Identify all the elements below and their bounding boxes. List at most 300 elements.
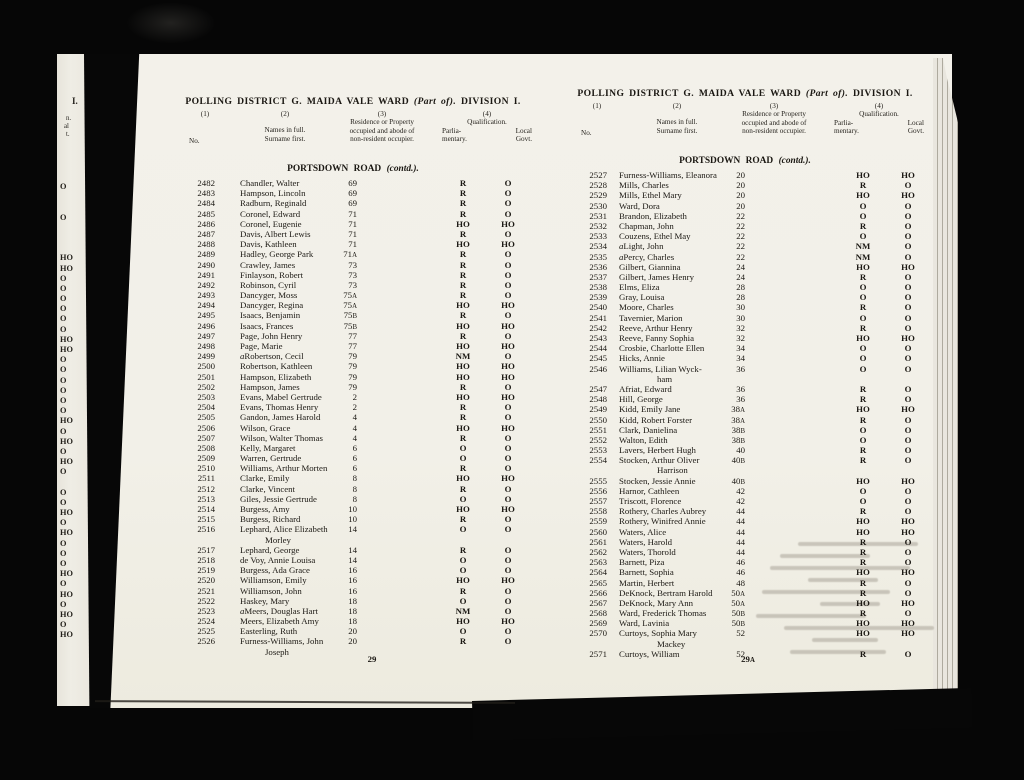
voter-name: Burgess, Amy xyxy=(240,504,290,514)
local-govt-qualification: O xyxy=(504,228,512,239)
local-govt-qualification: O xyxy=(504,442,512,453)
entry-number: 2523 xyxy=(197,605,215,616)
cutoff-qualification-mark: O xyxy=(60,538,67,548)
local-govt-qualification: HO xyxy=(501,473,515,484)
entry-number: 2527 xyxy=(589,170,607,180)
voter-row xyxy=(167,229,539,239)
cutoff-qualification-mark: O xyxy=(60,294,67,304)
house-number: 6 xyxy=(352,463,357,474)
entry-number: 2509 xyxy=(197,453,215,464)
spacer xyxy=(891,374,925,384)
house-number: 6 xyxy=(352,442,357,453)
local-govt-qualification: O xyxy=(504,626,512,637)
parliamentary-qualification: R xyxy=(459,636,467,647)
voter-name: Lavers, Herbert Hugh xyxy=(619,445,696,456)
entry-number: 2560 xyxy=(589,526,607,537)
house-number: 14 xyxy=(348,544,357,555)
house-number: 6 xyxy=(352,453,357,464)
local-govt-qualification: HO xyxy=(901,333,915,343)
local-govt-qualification: O xyxy=(904,577,912,588)
local-govt-qualification: O xyxy=(904,312,912,323)
local-govt-qualification: O xyxy=(504,208,512,219)
house-number: 36 xyxy=(736,383,745,394)
column-header-no: (1) No. xyxy=(189,110,210,146)
cutoff-qualification-mark: O xyxy=(60,283,67,293)
spacer xyxy=(745,292,835,302)
entry-number: 2563 xyxy=(589,557,607,568)
spacer xyxy=(435,535,491,545)
voter-name: Furness-Williams, John xyxy=(240,636,324,647)
voter-row xyxy=(559,598,931,608)
parliamentary-qualification: HO xyxy=(456,320,470,331)
voter-name: Reeve, Arthur Henry xyxy=(619,322,693,333)
voter-name: Easterling, Ruth xyxy=(240,626,298,637)
voter-name: Triscott, Florence xyxy=(619,496,682,506)
house-number: 2 xyxy=(352,402,357,413)
voter-name: Couzens, Ethel May xyxy=(619,231,691,242)
local-govt-qualification: HO xyxy=(901,190,915,201)
parliamentary-qualification: HO xyxy=(456,361,470,372)
voter-name: Curtoys, Sophia Mary xyxy=(619,628,697,639)
house-number: 46 xyxy=(736,557,745,568)
house-number: 2 xyxy=(352,391,357,402)
local-govt-qualification: HO xyxy=(501,371,515,382)
voter-row xyxy=(167,494,539,504)
voter-name: Evans, Mabel Gertrude xyxy=(240,391,322,402)
spacer xyxy=(357,596,435,606)
spacer xyxy=(745,465,835,475)
parliamentary-qualification: HO xyxy=(456,371,470,382)
spacer xyxy=(745,394,835,404)
local-govt-qualification: O xyxy=(904,496,912,506)
parliamentary-qualification: HO xyxy=(856,475,870,486)
spacer xyxy=(357,565,435,575)
entry-number: 2551 xyxy=(589,424,607,435)
cutoff-qualification-mark: HO xyxy=(60,416,73,426)
right-page xyxy=(559,88,931,659)
entry-number: 2504 xyxy=(197,402,215,413)
voter-name: Burgess, Richard xyxy=(240,514,301,525)
column-header-residence: (3) Residence or Property occupied and abode of non-resident occupier. xyxy=(349,110,415,144)
voter-row xyxy=(167,453,539,463)
voter-name: Haskey, Mary xyxy=(240,595,290,606)
spacer xyxy=(745,221,835,231)
voter-name: Waters, Thorold xyxy=(619,546,676,557)
parliamentary-qualification: R xyxy=(859,587,867,598)
cutoff-qualification-mark: HO xyxy=(60,630,73,640)
local-govt-qualification: O xyxy=(504,585,512,596)
spacer xyxy=(491,647,525,657)
voter-row xyxy=(559,557,931,567)
spacer xyxy=(435,647,491,657)
parliamentary-qualification: O xyxy=(459,626,467,637)
entry-number: 2565 xyxy=(589,577,607,588)
voter-name: Brandon, Elizabeth xyxy=(619,210,687,221)
entry-number: 2561 xyxy=(589,536,607,547)
voter-row xyxy=(167,310,539,320)
house-number: 71 xyxy=(348,239,357,250)
cutoff-qualification-mark: O xyxy=(60,395,67,405)
local-govt-qualification: O xyxy=(504,178,512,188)
voter-row xyxy=(167,249,539,259)
voter-name: Williamson, Emily xyxy=(240,575,307,586)
spacer xyxy=(357,545,435,555)
house-number: 46 xyxy=(736,567,745,578)
entry-number: 2485 xyxy=(197,208,215,219)
voter-name: Harnor, Cathleen xyxy=(619,485,680,496)
voter-row xyxy=(559,323,931,333)
page-title xyxy=(559,88,931,99)
parliamentary-qualification: HO xyxy=(856,597,870,608)
entry-number: 2505 xyxy=(197,412,215,423)
spacer xyxy=(745,190,835,200)
local-govt-qualification: HO xyxy=(501,300,515,311)
house-number: 38B xyxy=(731,434,745,445)
voter-row xyxy=(167,514,539,524)
house-number: 50A xyxy=(731,587,745,598)
spacer xyxy=(745,170,835,180)
voter-name: Gilbert, Giannina xyxy=(619,261,681,272)
entry-number: 2538 xyxy=(589,282,607,293)
local-govt-qualification: O xyxy=(904,648,912,659)
local-govt-qualification: O xyxy=(504,279,512,290)
spacer xyxy=(891,465,925,475)
voter-name: Meers, Elizabeth Amy xyxy=(240,616,319,627)
parliamentary-qualification: R xyxy=(859,577,867,588)
spacer xyxy=(745,537,835,547)
entry-number: 2543 xyxy=(589,333,607,343)
voter-row xyxy=(559,455,931,465)
entry-number: 2546 xyxy=(589,363,607,374)
entry-number xyxy=(559,465,607,475)
house-number: 22 xyxy=(736,231,745,242)
house-number: 38A xyxy=(731,414,745,425)
entry-number: 2569 xyxy=(589,618,607,629)
house-number: 50A xyxy=(731,597,745,608)
local-govt-qualification: O xyxy=(904,445,912,456)
local-govt-qualification: HO xyxy=(501,616,515,627)
local-govt-qualification: O xyxy=(504,514,512,525)
entry-number: 2536 xyxy=(589,261,607,272)
voter-name: aLight, John xyxy=(619,241,664,252)
house-number: 14 xyxy=(348,524,357,535)
parliamentary-qualification: R xyxy=(459,290,467,301)
voter-row xyxy=(559,527,931,537)
spacer xyxy=(745,231,835,241)
house-number: 42 xyxy=(736,485,745,496)
parliamentary-qualification: HO xyxy=(856,618,870,629)
entry-number: 2544 xyxy=(589,343,607,354)
house-number: 18 xyxy=(348,616,357,627)
local-govt-qualification: O xyxy=(504,432,512,443)
spacer xyxy=(891,639,925,649)
voter-row xyxy=(559,578,931,588)
parliamentary-qualification: HO xyxy=(456,239,470,250)
entry-number: 2493 xyxy=(197,290,215,301)
entry-number: 2507 xyxy=(197,432,215,443)
voter-name: Coronel, Eugenie xyxy=(240,218,302,229)
spacer xyxy=(745,578,835,588)
parliamentary-qualification: HO xyxy=(456,391,470,402)
entry-number: 2500 xyxy=(197,361,215,372)
parliamentary-qualification: R xyxy=(859,506,867,517)
voter-name: Page, John Henry xyxy=(240,330,303,341)
entry-number: 2559 xyxy=(589,516,607,527)
voter-row xyxy=(559,404,931,414)
parliamentary-qualification: O xyxy=(459,453,467,464)
spacer xyxy=(357,514,435,524)
voter-row xyxy=(167,361,539,371)
voter-row xyxy=(167,545,539,555)
voter-row xyxy=(167,260,539,270)
house-number: 36 xyxy=(736,394,745,405)
house-number: 52 xyxy=(736,628,745,639)
entry-number: 2510 xyxy=(197,463,215,474)
voter-name: Evans, Thomas Henry xyxy=(240,402,319,413)
local-govt-qualification: O xyxy=(904,455,912,466)
local-govt-qualification: HO xyxy=(901,567,915,578)
spacer xyxy=(745,313,835,323)
spacer xyxy=(745,384,835,394)
entry-number: 2547 xyxy=(589,383,607,394)
cutoff-text-fragment: I. xyxy=(72,96,78,106)
entry-number: 2552 xyxy=(589,434,607,445)
voter-row xyxy=(167,372,539,382)
house-number: 75A xyxy=(343,290,357,301)
local-govt-qualification: O xyxy=(904,231,912,242)
voter-name: Gray, Louisa xyxy=(619,292,665,303)
voter-name: Page, Marie xyxy=(240,341,283,351)
entry-number: 2503 xyxy=(197,391,215,402)
cutoff-qualification-mark: HO xyxy=(60,436,73,446)
house-number: 44 xyxy=(736,506,745,517)
voter-name: Isaacs, Benjamin xyxy=(240,310,301,321)
parliamentary-qualification: R xyxy=(459,514,467,525)
house-number: 44 xyxy=(736,536,745,547)
spacer xyxy=(835,639,891,649)
local-govt-qualification: HO xyxy=(901,516,915,527)
entry-number: 2483 xyxy=(197,188,215,199)
local-govt-qualification: HO xyxy=(901,618,915,629)
voter-name: Robertson, Kathleen xyxy=(240,361,313,372)
entry-number: 2482 xyxy=(197,178,215,188)
voter-name-continued: Mackey xyxy=(657,638,686,649)
voter-name: Crosbie, Charlotte Ellen xyxy=(619,343,705,354)
local-govt-qualification: O xyxy=(904,394,912,405)
local-govt-qualification: O xyxy=(504,554,512,565)
house-number: 48 xyxy=(736,577,745,588)
voter-name-continued: Harrison xyxy=(657,465,688,476)
spacer xyxy=(357,260,435,270)
voter-row xyxy=(559,333,931,343)
voter-row xyxy=(167,606,539,616)
house-number: 24 xyxy=(736,261,745,272)
voter-row-continuation xyxy=(559,639,931,649)
title-ward: MAIDA VALE WARD xyxy=(698,88,802,99)
spacer xyxy=(357,626,435,636)
voter-name: Coronel, Edward xyxy=(240,208,301,219)
voter-name: Dancyger, Regina xyxy=(240,300,304,311)
parliamentary-qualification: HO xyxy=(456,616,470,627)
entry-number: 2521 xyxy=(197,585,215,596)
entry-number: 2537 xyxy=(589,271,607,282)
cutoff-qualification-mark: HO xyxy=(60,334,73,344)
spacer xyxy=(745,323,835,333)
voter-row-continuation xyxy=(559,465,931,475)
house-number: 77 xyxy=(348,330,357,341)
entry-number: 2556 xyxy=(589,485,607,496)
parliamentary-qualification: HO xyxy=(856,516,870,527)
local-govt-qualification: O xyxy=(904,363,912,374)
house-number: 22 xyxy=(736,220,745,231)
column-header-qualification: (4) Qualification. Parlia- Local mentary. Govt. xyxy=(442,110,532,144)
parliamentary-qualification: O xyxy=(459,554,467,565)
cutoff-qualification-mark: HO xyxy=(60,345,73,354)
parliamentary-qualification: HO xyxy=(456,575,470,586)
entry-number: 2496 xyxy=(197,320,215,331)
parliamentary-qualification: R xyxy=(459,228,467,239)
parliamentary-qualification: NM xyxy=(455,605,471,616)
cutoff-qualification-column xyxy=(60,182,90,640)
local-govt-qualification: O xyxy=(904,282,912,293)
entry-number: 2548 xyxy=(589,394,607,405)
spacer xyxy=(357,198,435,208)
spacer xyxy=(745,364,835,374)
spacer xyxy=(357,188,435,198)
spacer xyxy=(357,239,435,249)
parliamentary-qualification: HO xyxy=(856,526,870,537)
voter-row xyxy=(167,351,539,361)
parliamentary-qualification: NM xyxy=(855,241,871,252)
spacer xyxy=(745,241,835,251)
voter-row xyxy=(167,188,539,198)
voter-name: Ward, Lavinia xyxy=(619,618,670,629)
house-number: 4 xyxy=(352,422,357,433)
house-number: 10 xyxy=(348,504,357,514)
local-govt-qualification: O xyxy=(504,310,512,321)
cutoff-qualification-mark: HO xyxy=(60,609,73,619)
voter-row xyxy=(167,290,539,300)
entry-number: 2528 xyxy=(589,180,607,191)
parliamentary-qualification: O xyxy=(859,200,867,211)
parliamentary-qualification: R xyxy=(859,546,867,557)
house-number: 73 xyxy=(348,259,357,270)
local-govt-qualification: O xyxy=(504,198,512,209)
house-number: 69 xyxy=(348,178,357,188)
page-number-left: 29 xyxy=(367,654,377,664)
voter-row xyxy=(559,364,931,374)
voter-table-left xyxy=(167,178,539,657)
voter-row xyxy=(167,412,539,422)
cutoff-qualification-mark: O xyxy=(60,467,67,477)
voter-name: Wilson, Walter Thomas xyxy=(240,432,323,443)
parliamentary-qualification: HO xyxy=(856,190,870,201)
entry-number: 2491 xyxy=(197,269,215,280)
entry-number: 2487 xyxy=(197,228,215,239)
cutoff-qualification-mark: O xyxy=(60,579,67,589)
spacer xyxy=(745,557,835,567)
house-number: 20 xyxy=(736,190,745,201)
entry-number: 2512 xyxy=(197,483,215,494)
house-number: 79 xyxy=(348,361,357,372)
spacer xyxy=(745,639,835,649)
local-govt-qualification: O xyxy=(504,605,512,616)
local-govt-qualification: O xyxy=(904,506,912,517)
title-division: DIVISION I. xyxy=(852,88,913,99)
local-govt-qualification: O xyxy=(904,322,912,333)
local-govt-qualification: O xyxy=(904,414,912,425)
cutoff-qualification-mark xyxy=(60,243,90,253)
parliamentary-qualification: O xyxy=(459,442,467,453)
house-number: 28 xyxy=(736,292,745,303)
voter-name: Kidd, Robert Forster xyxy=(619,414,693,425)
spacer xyxy=(725,639,745,649)
entry-number: 2539 xyxy=(589,292,607,303)
house-number: 24 xyxy=(736,271,745,282)
cutoff-qualification-mark: O xyxy=(60,385,67,395)
parliamentary-qualification: NM xyxy=(455,351,471,362)
entry-number: 2535 xyxy=(589,251,607,262)
voter-name: Moore, Charles xyxy=(619,302,674,313)
house-number: 32 xyxy=(736,322,745,333)
house-number: 28 xyxy=(736,282,745,293)
cutoff-qualification-mark: O xyxy=(60,212,67,222)
cutoff-qualification-mark: O xyxy=(60,314,67,324)
voter-row xyxy=(559,272,931,282)
spacer xyxy=(745,496,835,506)
local-govt-qualification: O xyxy=(904,424,912,435)
page-number-right: 29A xyxy=(741,654,755,664)
spacer xyxy=(357,361,435,371)
entry-number: 2514 xyxy=(197,504,215,514)
spacer xyxy=(745,201,835,211)
voter-row xyxy=(167,198,539,208)
spacer xyxy=(357,504,435,514)
entry-number: 2517 xyxy=(197,544,215,555)
entry-number: 2571 xyxy=(589,648,607,659)
voter-name: Burgess, Ada Grace xyxy=(240,565,310,576)
cutoff-text-fragment: t. xyxy=(66,131,70,138)
local-govt-qualification: O xyxy=(904,557,912,568)
entry-number: 2502 xyxy=(197,381,215,392)
parliamentary-qualification: O xyxy=(459,565,467,576)
parliamentary-qualification: O xyxy=(859,343,867,354)
local-govt-qualification: O xyxy=(504,483,512,494)
voter-row xyxy=(559,506,931,516)
cutoff-qualification-mark: O xyxy=(60,518,67,528)
entry-number: 2555 xyxy=(589,475,607,486)
entry-number: 2533 xyxy=(589,231,607,242)
street-heading: PORTSDOWN ROAD (contd.). xyxy=(287,164,419,174)
entry-number: 2492 xyxy=(197,279,215,290)
house-number: 10 xyxy=(348,514,357,525)
local-govt-qualification: O xyxy=(504,463,512,474)
local-govt-qualification: HO xyxy=(501,218,515,229)
voter-row xyxy=(167,382,539,392)
cutoff-qualification-mark xyxy=(60,477,90,487)
parliamentary-qualification: O xyxy=(859,210,867,221)
voter-row xyxy=(167,270,539,280)
house-number: 18 xyxy=(348,605,357,616)
voter-row xyxy=(167,484,539,494)
parliamentary-qualification: HO xyxy=(856,567,870,578)
voter-name: Hampson, James xyxy=(240,381,300,392)
title-district: POLLING DISTRICT G. xyxy=(577,88,695,99)
voter-name: Clark, Danielina xyxy=(619,424,678,435)
parliamentary-qualification: NM xyxy=(855,251,871,262)
local-govt-qualification: O xyxy=(504,544,512,555)
parliamentary-qualification: O xyxy=(859,292,867,303)
